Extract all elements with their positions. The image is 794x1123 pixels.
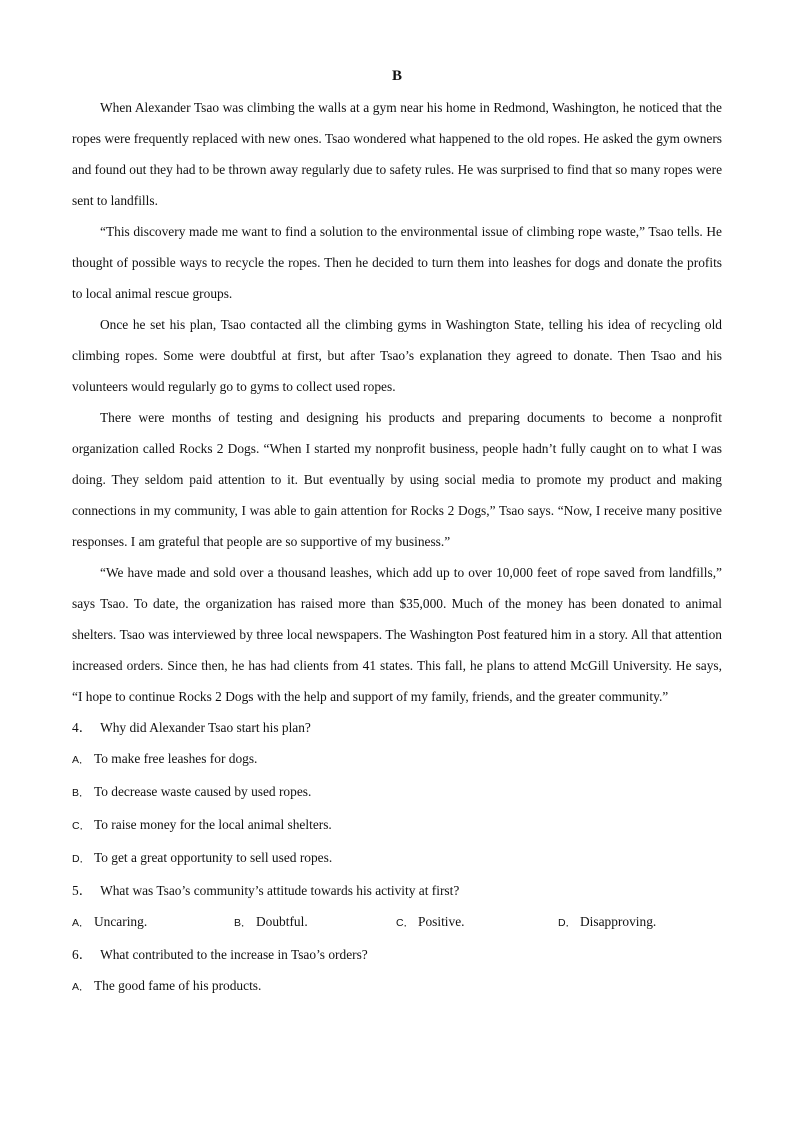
paragraph-3: Once he set his plan, Tsao contacted all the climbing gyms in Washington State, telling his idea of recycling old climbing ropes. Some were doubtful at first, but after Tsao’s explanation they agreed to donate. Then Tsao and his volunteers would regularly go to gyms to collect used ropes. — [72, 317, 722, 394]
option-text: Doubtful. — [256, 914, 308, 929]
q5-option-a — [72, 906, 234, 939]
option-label: C． — [72, 820, 91, 832]
option-text: To get a great opportunity to sell used ropes. — [94, 850, 333, 865]
option-text: Positive. — [418, 914, 465, 929]
document-page — [72, 62, 722, 1003]
q4-option-b — [72, 776, 722, 809]
q4-option-c — [72, 809, 722, 842]
question-6 — [72, 939, 722, 970]
option-text: Uncaring. — [94, 914, 148, 929]
paragraph-2: “This discovery made me want to find a solution to the environmental issue of climbing rope waste,” Tsao tells. He thought of possible ways to recycle the ropes. Then he decided to turn them into leashes for dogs and donate the profits to local animal rescue groups. — [72, 224, 722, 301]
option-text: To decrease waste caused by used ropes. — [94, 784, 312, 799]
q6-option-a — [72, 970, 722, 1003]
option-text: Disapproving. — [580, 914, 657, 929]
question-number: 4． — [72, 720, 93, 735]
q5-option-d — [558, 906, 720, 939]
option-label: A． — [72, 981, 90, 993]
option-label: C． — [396, 917, 415, 929]
option-label: D． — [72, 853, 91, 865]
option-label: A． — [72, 917, 90, 929]
option-label: B． — [72, 787, 90, 799]
q5-option-b — [234, 906, 396, 939]
q4-option-a — [72, 743, 722, 776]
question-number: 6． — [72, 947, 93, 962]
section-heading: B — [391, 68, 402, 84]
paragraph-1: When Alexander Tsao was climbing the walls at a gym near his home in Redmond, Washington, he noticed that the ropes were frequently replaced with new ones. Tsao wondered what happened to the old ropes. He asked the gym owners and found out they had to be thrown away regularly due to safety rules. He was surprised to find that so many ropes were sent to landfills. — [72, 100, 723, 208]
option-text: To make free leashes for dogs. — [94, 751, 258, 766]
question-number: 5． — [72, 883, 93, 898]
paragraph-5: “We have made and sold over a thousand leashes, which add up to over 10,000 feet of rope saved from landfills,” says Tsao. To date, the organization has raised more than $35,000. Much of the money has been donated to animal shelters. Tsao was interviewed by three local newspapers. The Washington Post featured him in a story. All that attention increased orders. Since then, he has had clients from 41 states. This fall, he plans to attend McGill University. He says, “I hope to continue Rocks 2 Dogs with the help and support of my family, friends, and the greater community.” — [72, 565, 722, 704]
q5-option-c — [396, 906, 558, 939]
option-text: The good fame of his products. — [94, 978, 262, 993]
question-text: What contributed to the increase in Tsao’s orders? — [100, 947, 368, 962]
q4-option-d — [72, 842, 722, 875]
question-4 — [72, 712, 722, 743]
option-label: A． — [72, 754, 90, 766]
option-label: B． — [234, 917, 252, 929]
question-text: Why did Alexander Tsao start his plan? — [100, 720, 311, 735]
question-5 — [72, 875, 722, 906]
paragraph-4: There were months of testing and designing his products and preparing documents to become a nonprofit organization called Rocks 2 Dogs. “When I started my nonprofit business, people hadn’t fully caught on to what I was doing. They seldom paid attention to it. But eventually by using social media to promote my product and making connections in my community, I was able to gain attention for Rocks 2 Dogs,” Tsao says. “Now, I receive many positive responses. I am grateful that people are so supportive of my business.” — [72, 410, 722, 549]
option-text: To raise money for the local animal shelters. — [94, 817, 332, 832]
question-text: What was Tsao’s community’s attitude towards his activity at first? — [100, 883, 460, 898]
q5-options-row — [72, 906, 722, 939]
option-label: D． — [558, 917, 577, 929]
